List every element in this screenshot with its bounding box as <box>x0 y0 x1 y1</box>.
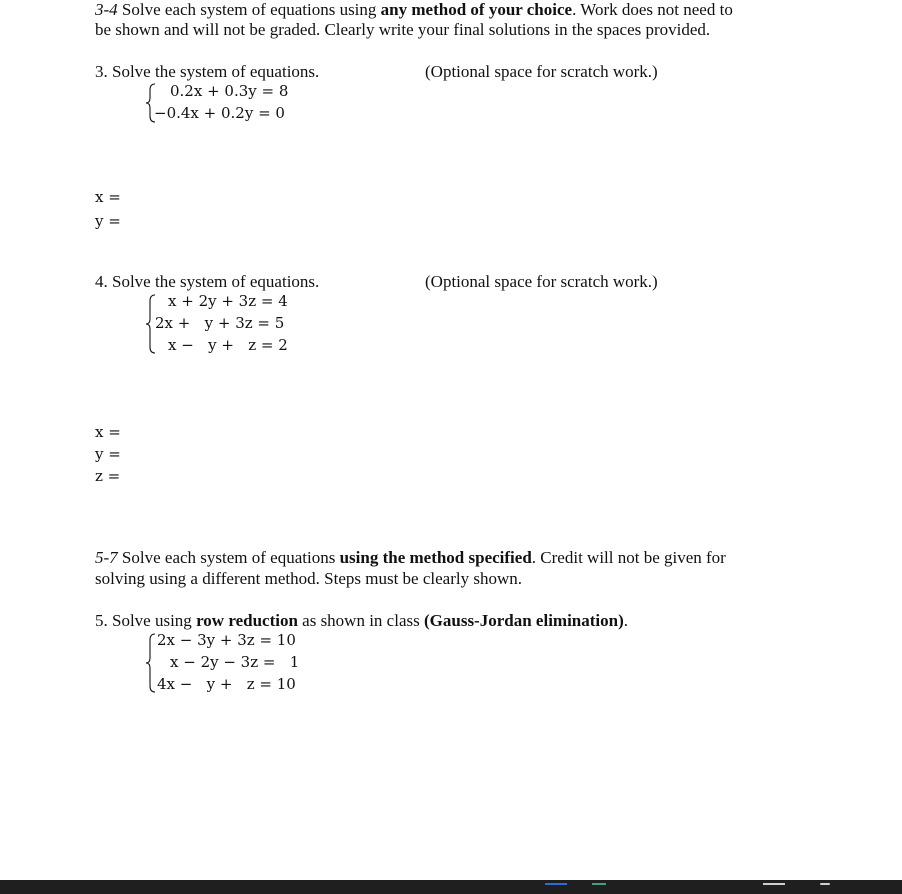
problem-4-equation-3: x − y + z = 2 <box>168 336 288 354</box>
problem-5-prompt: 5. Solve using row reduction as shown in class (Gauss-Jordan elimination). <box>95 611 629 630</box>
problem-5-equation-2: x − 2y − 3z = 1 <box>170 653 300 671</box>
problem-3-equation-2: −0.4x + 0.2y = 0 <box>154 104 285 122</box>
section-number: 3-4 <box>95 0 118 19</box>
problem-3-prompt: 3. Solve the system of equations. <box>95 62 320 81</box>
problem-3-scratch-label: (Optional space for scratch work.) <box>425 62 658 81</box>
problem-4-equation-1: x + 2y + 3z = 4 <box>168 292 288 310</box>
problem-3-equation-1: 0.2x + 0.3y = 8 <box>170 82 289 100</box>
problem-4-answer-z: z = <box>95 467 121 485</box>
section-5-7-intro-line2: solving using a different method. Steps must be clearly shown. <box>95 569 522 588</box>
section-5-7-intro: 5-7 Solve each system of equations using the method specified. Credit will not be given for <box>95 548 726 567</box>
taskbar-search-icon[interactable] <box>820 883 830 885</box>
problem-4-answer-x: x = <box>95 423 121 441</box>
problem-3-answer-y: y = <box>95 212 121 230</box>
brace-problem-5 <box>143 631 157 695</box>
problem-4-scratch-label: (Optional space for scratch work.) <box>425 272 658 291</box>
section-3-4-intro: 3-4 Solve each system of equations using any method of your choice. Work does not need to <box>95 0 733 19</box>
taskbar-app-icon[interactable] <box>763 883 785 885</box>
problem-5-equation-1: 2x − 3y + 3z = 10 <box>157 631 296 649</box>
problem-3-answer-x: x = <box>95 188 121 206</box>
taskbar[interactable] <box>0 880 902 894</box>
problem-4-answer-y: y = <box>95 445 121 463</box>
section-number: 5-7 <box>95 548 118 567</box>
problem-4-prompt: 4. Solve the system of equations. <box>95 272 320 291</box>
taskbar-app-icon[interactable] <box>545 883 567 885</box>
problem-5-equation-3: 4x − y + z = 10 <box>157 675 296 693</box>
taskbar-app-icon[interactable] <box>592 883 606 885</box>
section-3-4-intro-line2: be shown and will not be graded. Clearly write your final solutions in the spaces provided. <box>95 20 711 39</box>
problem-4-equation-2: 2x + y + 3z = 5 <box>155 314 285 332</box>
